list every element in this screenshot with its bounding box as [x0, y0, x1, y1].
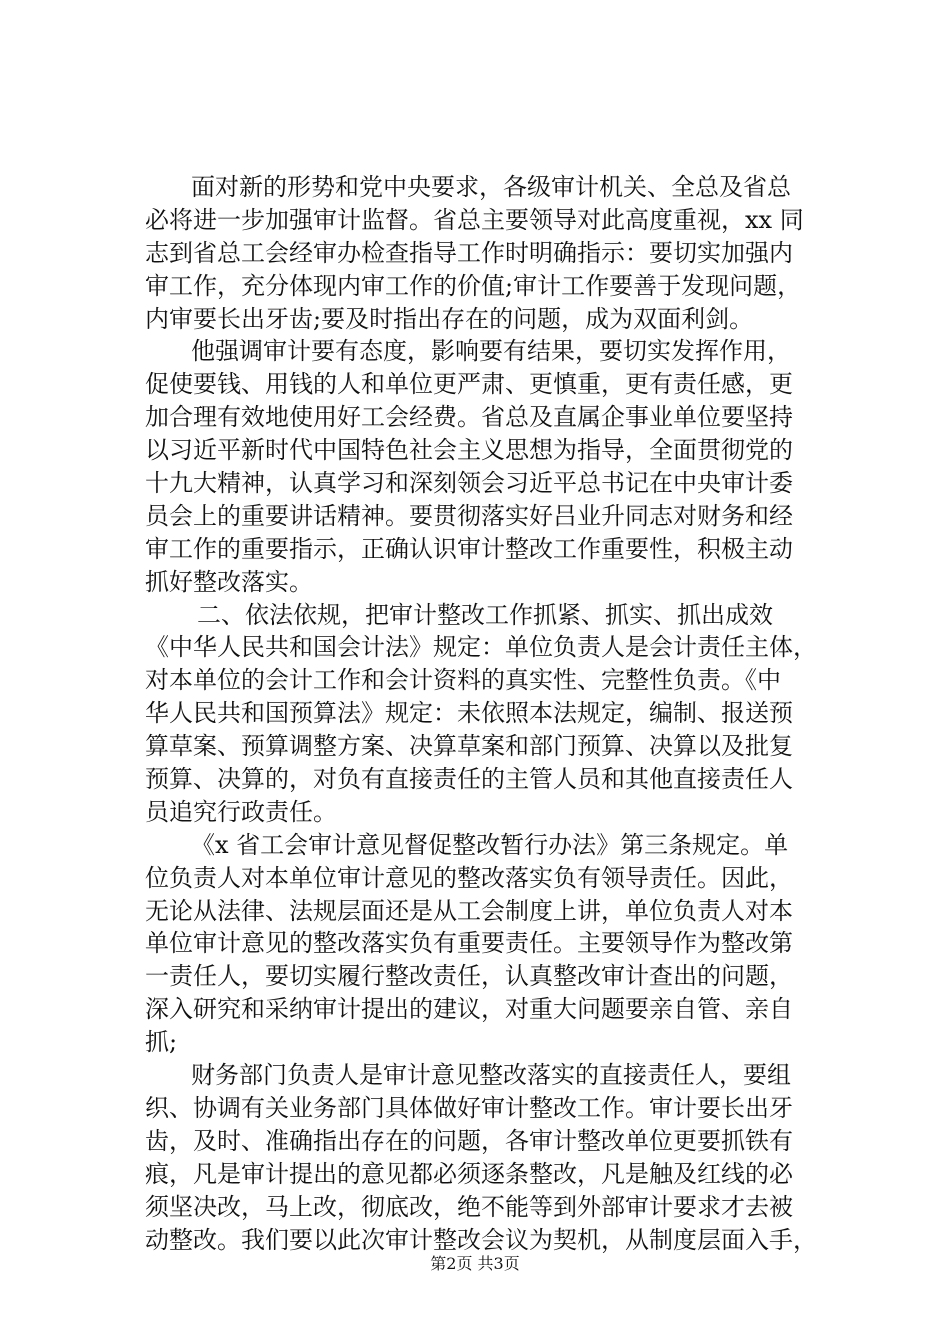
- section-heading: 二、依法依规，把审计整改工作抓紧、抓实、抓出成效: [197, 600, 773, 629]
- text-line: 财务部门负责人是审计意见整改落实的直接责任人，要组: [191, 1061, 791, 1090]
- text-line: 他强调审计要有态度，影响要有结果，要切实发挥作用，: [191, 337, 791, 366]
- text-line: 以习近平新时代中国特色社会主义思想为指导，全面贯彻党的: [145, 436, 793, 465]
- text-line: 必将进一步加强审计监督。省总主要领导对此高度重视，xx 同: [145, 205, 804, 234]
- text-line: 对本单位的会计工作和会计资料的真实性、完整性负责。《中: [145, 666, 781, 695]
- text-line: 《x 省工会审计意见督促整改暂行办法》第三条规定。单: [191, 830, 789, 859]
- page-number: 第2页 共3页: [430, 1254, 520, 1273]
- text-line: 华人民共和国预算法》规定：未依照本法规定，编制、报送预: [145, 699, 793, 728]
- text-line: 《中华人民共和国会计法》规定：单位负责人是会计责任主体，: [145, 633, 817, 662]
- text-line: 一责任人，要切实履行整改责任，认真整改审计查出的问题，: [145, 962, 793, 991]
- text-line: 痕，凡是审计提出的意见都必须逐条整改，凡是触及红线的必: [145, 1159, 793, 1188]
- text-line: 抓;: [145, 1028, 178, 1057]
- text-line: 须坚决改，马上改，彻底改，绝不能等到外部审计要求才去被: [145, 1192, 793, 1221]
- text-line: 审工作的重要指示，正确认识审计整改工作重要性，积极主动: [145, 534, 793, 563]
- text-line: 志到省总工会经审办检查指导工作时明确指示：要切实加强内: [145, 238, 793, 267]
- text-line: 促使要钱、用钱的人和单位更严肃、更慎重，更有责任感，更: [145, 370, 793, 399]
- text-line: 加合理有效地使用好工会经费。省总及直属企事业单位要坚持: [145, 403, 793, 432]
- text-line: 面对新的形势和党中央要求，各级审计机关、全总及省总: [191, 173, 791, 201]
- text-line: 员追究行政责任。: [145, 797, 337, 826]
- text-line: 单位审计意见的整改落实负有重要责任。主要领导作为整改第: [145, 929, 793, 958]
- text-line: 齿，及时、准确指出存在的问题，各审计整改单位更要抓铁有: [145, 1126, 793, 1155]
- text-line: 动整改。我们要以此次审计整改会议为契机，从制度层面入手，: [145, 1225, 817, 1254]
- text-line: 十九大精神，认真学习和深刻领会习近平总书记在中央审计委: [145, 469, 793, 498]
- text-line: 深入研究和采纳审计提出的建议，对重大问题要亲自管、亲自: [145, 995, 793, 1024]
- document-body: [145, 171, 845, 1256]
- text-line: 审工作，充分体现内审工作的价值;审计工作要善于发现问题，: [145, 271, 802, 300]
- text-line: 员会上的重要讲话精神。要贯彻落实好吕业升同志对财务和经: [145, 501, 793, 530]
- page-footer: [0, 1253, 950, 1275]
- text-line: 织、协调有关业务部门具体做好审计整改工作。审计要长出牙: [145, 1093, 793, 1122]
- text-line: 抓好整改落实。: [145, 567, 313, 596]
- text-line: 位负责人对本单位审计意见的整改落实负有领导责任。因此，: [145, 863, 793, 892]
- text-line: 算草案、预算调整方案、决算草案和部门预算、决算以及批复: [145, 732, 793, 761]
- text-line: 无论从法律、法规层面还是从工会制度上讲，单位负责人对本: [145, 896, 793, 925]
- text-line: 预算、决算的，对负有直接责任的主管人员和其他直接责任人: [145, 765, 793, 794]
- text-line: 内审要长出牙齿;要及时指出存在的问题，成为双面利剑。: [145, 304, 754, 333]
